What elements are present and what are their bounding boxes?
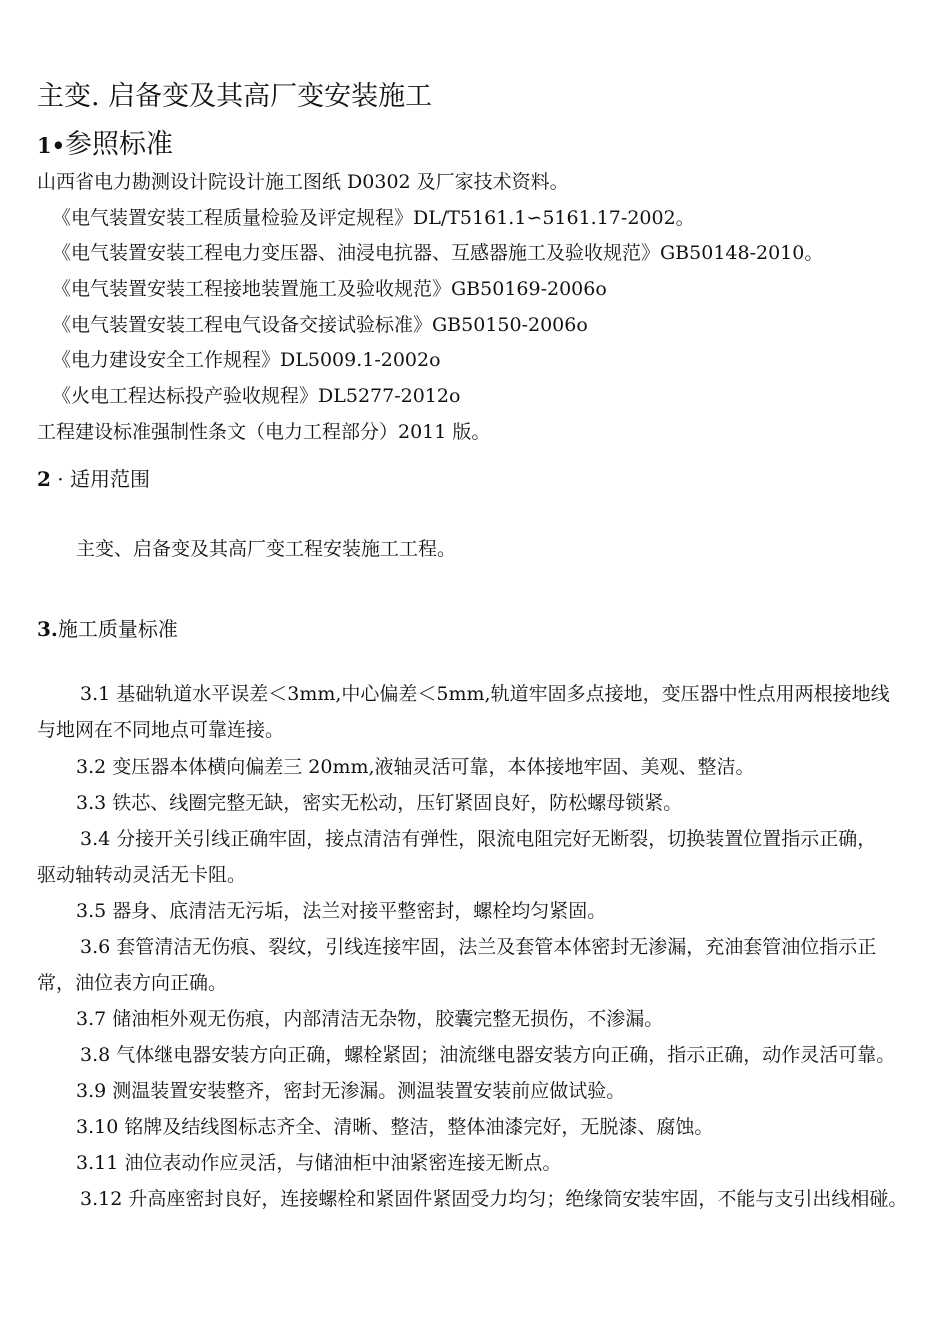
standard-line: 3.11 油位表动作应灵活，与储油柜中油紧密连接无断点。 [76, 1152, 562, 1174]
standard-line: 3.12 升高座密封良好，连接螺栓和紧固件紧固受力均匀；绝缘筒安装牢固，不能与支引出线相碰。 [80, 1188, 908, 1210]
section-3-heading [37, 616, 178, 642]
standard-line: 3.7 储油柜外观无伤痕，内部清洁无杂物，胶囊完整无损伤，不渗漏。 [76, 1008, 664, 1030]
reference-line: 《电气装置安装工程电力变压器、油浸电抗器、互感器施工及验收规范》GB50148-2010。 [52, 242, 824, 264]
reference-line: 山西省电力勘测设计院设计施工图纸 D0302 及厂家技术资料。 [37, 171, 569, 193]
document-title: 主变. 启备变及其高厂变安装施工 [37, 81, 433, 112]
section-2-heading [37, 466, 150, 492]
scope-text: 主变、启备变及其高厂变工程安装施工工程。 [76, 538, 457, 560]
standard-line: 3.10 铭牌及结线图标志齐全、清晰、整洁，整体油漆完好，无脱漆、腐蚀。 [76, 1116, 714, 1138]
reference-line: 《电气装置安装工程接地装置施工及验收规范》GB50169-2006o [52, 278, 607, 300]
reference-line: 《电力建设安全工作规程》DL5009.1-2002o [52, 349, 441, 371]
section-3-number: 3. [37, 617, 58, 641]
standard-line: 3.9 测温装置安装整齐，密封无渗漏。测温装置安装前应做试验。 [76, 1080, 626, 1102]
section-1-label: 参照标准 [65, 129, 174, 160]
standard-line: 3.5 器身、底清洁无污垢，法兰对接平整密封，螺栓均匀紧固。 [76, 900, 607, 922]
reference-line: 《电气装置安装工程电气设备交接试验标准》GB50150-2006o [52, 314, 588, 336]
section-1-heading [37, 128, 173, 163]
section-2-label: · 适用范围 [50, 467, 150, 491]
section-3-label: 施工质量标准 [57, 617, 178, 641]
standard-line: 3.1 基础轨道水平误差＜3mm,中心偏差＜5mm,轨道牢固多点接地，变压器中性点用两根接地线 [80, 683, 890, 705]
standard-line: 常，油位表方向正确。 [37, 972, 228, 994]
section-1-number: 1• [37, 133, 66, 158]
standard-line: 驱动轴转动灵活无卡阻。 [37, 864, 247, 886]
standard-line: 与地网在不同地点可靠连接。 [37, 719, 285, 741]
standard-line: 3.3 铁芯、线圈完整无缺，密实无松动，压钉紧固良好，防松螺母锁紧。 [76, 792, 683, 814]
standard-line: 3.6 套管清洁无伤痕、裂纹，引线连接牢固，法兰及套管本体密封无渗漏，充油套管油位指示正 [80, 936, 877, 958]
reference-line: 《电气装置安装工程质量检验及评定规程》DL/T5161.1∽5161.17-2002。 [52, 207, 695, 229]
reference-line: 《火电工程达标投产验收规程》DL5277-2012o [52, 385, 461, 407]
reference-line: 工程建设标准强制性条文（电力工程部分）2011 版。 [37, 421, 491, 443]
section-2-number: 2 [37, 467, 51, 491]
standard-line: 3.4 分接开关引线正确牢固，接点清洁有弹性，限流电阻完好无断裂，切换装置位置指示正确， [80, 828, 877, 850]
standard-line: 3.8 气体继电器安装方向正确，螺栓紧固；油流继电器安装方向正确，指示正确，动作灵活可靠。 [80, 1044, 896, 1066]
standard-line: 3.2 变压器本体横向偏差三 20mm,液轴灵活可靠，本体接地牢固、美观、整洁。 [76, 756, 755, 778]
